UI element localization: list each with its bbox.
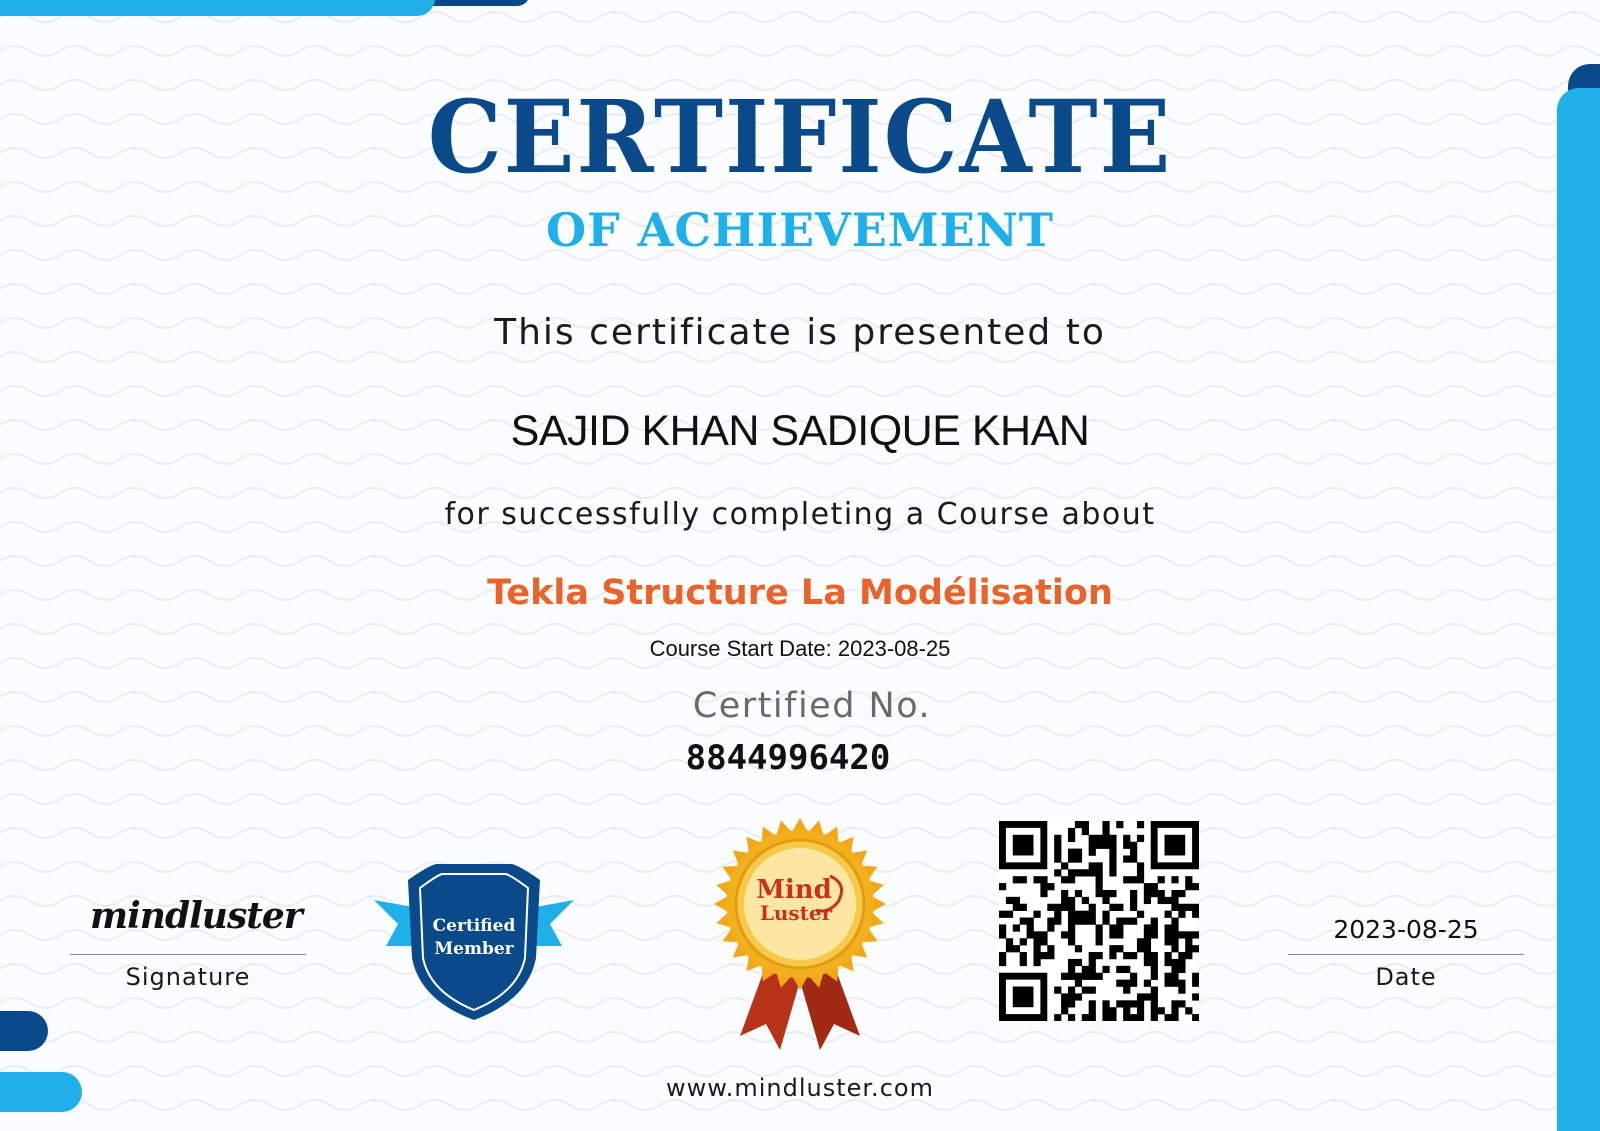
signature-script: mindluster <box>90 895 302 937</box>
certified-no-label: Certified No. <box>692 686 932 726</box>
bottom-left-decor-bar-dark <box>0 1011 48 1051</box>
qr-code-icon[interactable] <box>999 821 1199 1021</box>
certificate-subtitle: OF ACHIEVEMENT <box>545 203 1055 257</box>
signature-label: Signature <box>125 963 251 991</box>
signature-line <box>70 954 306 955</box>
completion-text: for successfully completing a Course about <box>444 497 1156 532</box>
certified-no-value: 8844996420 <box>685 738 891 778</box>
date-label: Date <box>1375 963 1437 991</box>
seal-line1: Mind <box>756 875 832 905</box>
website-link[interactable]: www.mindluster.com <box>666 1074 934 1102</box>
date-value: 2023-08-25 <box>1333 915 1479 944</box>
certified-member-shield-icon <box>368 862 580 1022</box>
certificate-title: CERTIFICATE <box>427 78 1173 196</box>
date-line <box>1288 954 1524 955</box>
presented-to-text: This certificate is presented to <box>494 312 1106 353</box>
recipient-name: SAJID KHAN SADIQUE KHAN <box>510 407 1090 455</box>
badge-line2: Member <box>434 939 514 959</box>
course-start-date: Course Start Date: 2023-08-25 <box>649 636 951 661</box>
seal-line2: Luster <box>759 901 833 925</box>
badge-line1: Certified <box>432 916 516 936</box>
course-name: Tekla Structure La Modélisation <box>487 573 1113 613</box>
award-seal-ribbon-icon <box>710 814 890 1058</box>
top-decor-bar-light <box>0 0 435 16</box>
